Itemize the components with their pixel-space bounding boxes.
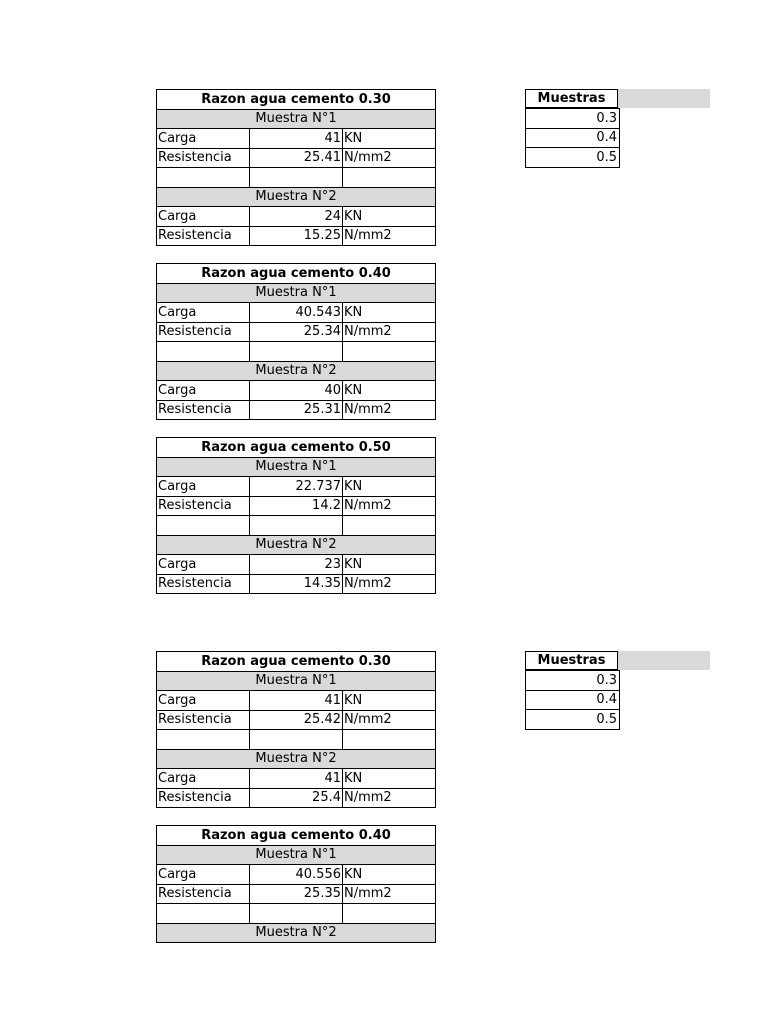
row-value: 40.543 bbox=[250, 303, 343, 323]
row-unit: KN bbox=[343, 129, 436, 149]
sample-value: 0.4 bbox=[526, 128, 620, 148]
blank-cell bbox=[157, 904, 250, 924]
blank-cell bbox=[343, 168, 436, 188]
row-unit: N/mm2 bbox=[343, 226, 436, 246]
row-value: 41 bbox=[250, 129, 343, 149]
sample-heading: Muestra N°2 bbox=[157, 187, 436, 207]
row-label: Carga bbox=[157, 477, 250, 497]
blank-cell bbox=[343, 516, 436, 536]
samples-list bbox=[525, 670, 620, 730]
sample-heading: Muestra N°1 bbox=[157, 671, 436, 691]
row-value: 41 bbox=[250, 769, 343, 789]
ratio-table bbox=[156, 89, 436, 246]
ratio-table-grid bbox=[156, 89, 436, 246]
sample-heading: Muestra N°2 bbox=[157, 923, 436, 943]
row-label: Resistencia bbox=[157, 226, 250, 246]
blank-cell bbox=[157, 516, 250, 536]
sample-value: 0.3 bbox=[526, 671, 620, 691]
sample-heading: Muestra N°1 bbox=[157, 845, 436, 865]
row-value: 22.737 bbox=[250, 477, 343, 497]
row-label: Carga bbox=[157, 555, 250, 575]
ratio-table bbox=[156, 825, 436, 943]
samples-list bbox=[525, 108, 620, 168]
sample-heading: Muestra N°2 bbox=[157, 361, 436, 381]
table-title: Razon agua cemento 0.30 bbox=[157, 652, 436, 672]
sample-value: 0.5 bbox=[526, 148, 620, 168]
samples-list-title: Muestras bbox=[525, 651, 618, 670]
ratio-table bbox=[156, 437, 436, 594]
row-label: Resistencia bbox=[157, 710, 250, 730]
table-title: Razon agua cemento 0.40 bbox=[157, 826, 436, 846]
row-label: Carga bbox=[157, 303, 250, 323]
blank-cell bbox=[157, 342, 250, 362]
sample-value: 0.4 bbox=[526, 690, 620, 710]
row-unit: N/mm2 bbox=[343, 400, 436, 420]
ratio-table bbox=[156, 651, 436, 808]
row-value: 25.34 bbox=[250, 322, 343, 342]
ratio-table-grid bbox=[156, 651, 436, 808]
row-label: Resistencia bbox=[157, 574, 250, 594]
sample-heading: Muestra N°1 bbox=[157, 457, 436, 477]
row-value: 25.41 bbox=[250, 148, 343, 168]
row-label: Resistencia bbox=[157, 496, 250, 516]
row-unit: KN bbox=[343, 555, 436, 575]
blank-cell bbox=[250, 168, 343, 188]
blank-cell bbox=[157, 168, 250, 188]
blank-cell bbox=[250, 730, 343, 750]
row-label: Carga bbox=[157, 691, 250, 711]
row-unit: KN bbox=[343, 769, 436, 789]
sample-value: 0.3 bbox=[526, 109, 620, 129]
row-unit: KN bbox=[343, 303, 436, 323]
row-value: 23 bbox=[250, 555, 343, 575]
samples-list-title: Muestras bbox=[525, 89, 618, 108]
table-title: Razon agua cemento 0.40 bbox=[157, 264, 436, 284]
sample-heading: Muestra N°2 bbox=[157, 749, 436, 769]
row-label: Resistencia bbox=[157, 400, 250, 420]
row-unit: N/mm2 bbox=[343, 574, 436, 594]
header-fill bbox=[618, 89, 710, 108]
blank-cell bbox=[250, 904, 343, 924]
row-label: Carga bbox=[157, 769, 250, 789]
ratio-table bbox=[156, 263, 436, 420]
blank-cell bbox=[343, 904, 436, 924]
row-label: Carga bbox=[157, 381, 250, 401]
row-value: 25.31 bbox=[250, 400, 343, 420]
row-value: 25.35 bbox=[250, 884, 343, 904]
row-value: 41 bbox=[250, 691, 343, 711]
blank-cell bbox=[343, 730, 436, 750]
row-unit: N/mm2 bbox=[343, 322, 436, 342]
row-value: 24 bbox=[250, 207, 343, 227]
row-value: 14.2 bbox=[250, 496, 343, 516]
row-label: Carga bbox=[157, 207, 250, 227]
ratio-table-grid bbox=[156, 437, 436, 594]
row-unit: N/mm2 bbox=[343, 788, 436, 808]
row-value: 25.4 bbox=[250, 788, 343, 808]
row-label: Resistencia bbox=[157, 148, 250, 168]
table-title: Razon agua cemento 0.30 bbox=[157, 90, 436, 110]
header-fill bbox=[618, 651, 710, 670]
row-value: 40.556 bbox=[250, 865, 343, 885]
row-label: Carga bbox=[157, 129, 250, 149]
ratio-table-grid bbox=[156, 825, 436, 943]
row-unit: N/mm2 bbox=[343, 710, 436, 730]
blank-cell bbox=[250, 342, 343, 362]
row-label: Resistencia bbox=[157, 788, 250, 808]
row-unit: KN bbox=[343, 691, 436, 711]
row-unit: N/mm2 bbox=[343, 148, 436, 168]
row-label: Resistencia bbox=[157, 884, 250, 904]
sample-heading: Muestra N°1 bbox=[157, 283, 436, 303]
blank-cell bbox=[157, 730, 250, 750]
row-unit: KN bbox=[343, 381, 436, 401]
blank-cell bbox=[250, 516, 343, 536]
row-unit: N/mm2 bbox=[343, 496, 436, 516]
row-value: 15.25 bbox=[250, 226, 343, 246]
sample-value: 0.5 bbox=[526, 710, 620, 730]
row-value: 25.42 bbox=[250, 710, 343, 730]
table-title: Razon agua cemento 0.50 bbox=[157, 438, 436, 458]
row-label: Resistencia bbox=[157, 322, 250, 342]
row-unit: N/mm2 bbox=[343, 884, 436, 904]
row-unit: KN bbox=[343, 207, 436, 227]
ratio-table-grid bbox=[156, 263, 436, 420]
row-unit: KN bbox=[343, 865, 436, 885]
blank-cell bbox=[343, 342, 436, 362]
sample-heading: Muestra N°1 bbox=[157, 109, 436, 129]
sample-heading: Muestra N°2 bbox=[157, 535, 436, 555]
row-label: Carga bbox=[157, 865, 250, 885]
row-unit: KN bbox=[343, 477, 436, 497]
row-value: 14.35 bbox=[250, 574, 343, 594]
row-value: 40 bbox=[250, 381, 343, 401]
